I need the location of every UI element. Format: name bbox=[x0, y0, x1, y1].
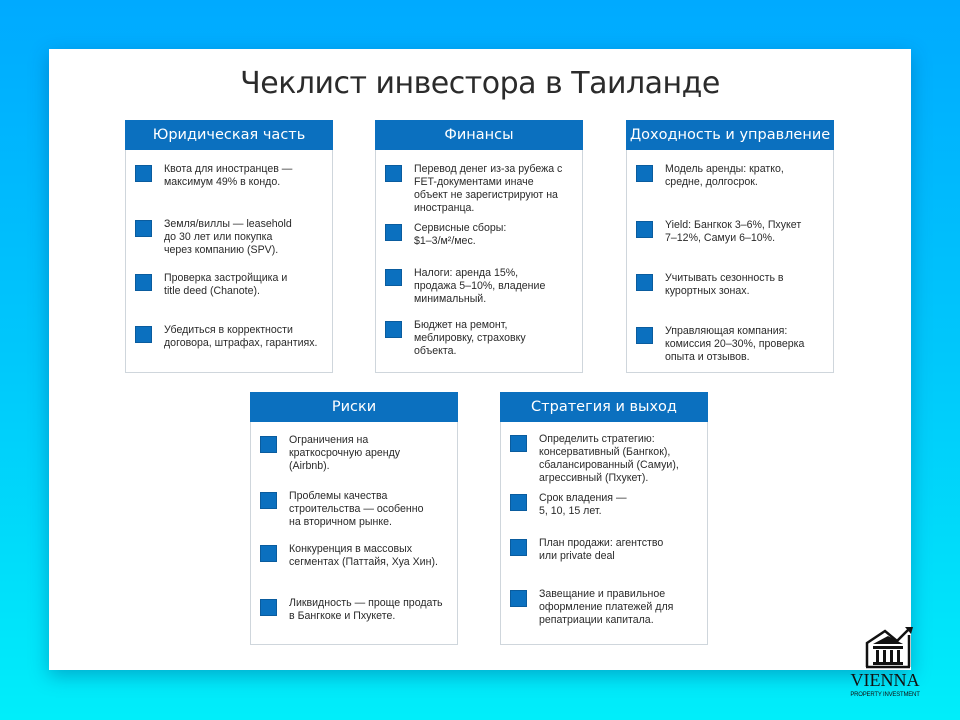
checkbox-square-icon[interactable] bbox=[260, 599, 277, 616]
checkbox-square-icon[interactable] bbox=[636, 274, 653, 291]
checkbox-square-icon[interactable] bbox=[510, 539, 527, 556]
checkbox-square-icon[interactable] bbox=[385, 269, 402, 286]
checkbox-square-icon[interactable] bbox=[385, 224, 402, 241]
checkbox-square-icon[interactable] bbox=[260, 492, 277, 509]
checkbox-square-icon[interactable] bbox=[636, 165, 653, 182]
card-heading: Доходность и управление bbox=[626, 120, 834, 150]
checkbox-square-icon[interactable] bbox=[135, 220, 152, 237]
checkbox-square-icon[interactable] bbox=[510, 590, 527, 607]
building-growth-icon bbox=[845, 625, 925, 671]
checkbox-square-icon[interactable] bbox=[636, 327, 653, 344]
page-title: Чеклист инвестора в Таиланде bbox=[240, 66, 720, 101]
checkbox-square-icon[interactable] bbox=[385, 321, 402, 338]
checkbox-square-icon[interactable] bbox=[510, 435, 527, 452]
checkbox-square-icon[interactable] bbox=[260, 436, 277, 453]
card-heading: Риски bbox=[250, 392, 458, 422]
logo-name: VIENNA bbox=[850, 670, 920, 690]
checkbox-square-icon[interactable] bbox=[135, 274, 152, 291]
card-heading: Финансы bbox=[375, 120, 583, 150]
card-finance: Финансы Перевод денег из-за рубежа с FET-документами иначе объект не зарегистрируют на иностранца. Сервисные сборы: $1–3/м²/мес. Налоги: аренда 15%, продажа 5–10%, владение минимальный. Бюджет на ремонт, меблировку, страховку объекта. bbox=[375, 120, 583, 373]
checkbox-square-icon[interactable] bbox=[510, 494, 527, 511]
checkbox-square-icon[interactable] bbox=[135, 165, 152, 182]
checkbox-square-icon[interactable] bbox=[260, 545, 277, 562]
card-yield-management: Доходность и управление Модель аренды: кратко, средне, долгосрок. Yield: Бангкок 3–6%, Пхукет 7–12%, Самуи 6–10%. Учитывать сезонность в курортных зонах. Управляющая компания: комиссия 20–30%, проверка опыта и отзывов. bbox=[626, 120, 834, 373]
card-heading: Стратегия и выход bbox=[500, 392, 708, 422]
logo-tagline: PROPERTY INVESTMENT bbox=[850, 692, 920, 698]
card-legal: Юридическая часть Квота для иностранцев — максимум 49% в кондо. Земля/виллы — leasehold до 30 лет или покупка через компанию (SPV). Проверка застройщика и title deed (Chanote). Убедиться в корректности договора, штрафах, гарантиях. bbox=[125, 120, 333, 373]
vienna-logo bbox=[845, 625, 925, 705]
card-heading: Юридическая часть bbox=[125, 120, 333, 150]
checkbox-square-icon[interactable] bbox=[636, 221, 653, 238]
checkbox-square-icon[interactable] bbox=[385, 165, 402, 182]
checkbox-square-icon[interactable] bbox=[135, 326, 152, 343]
card-risks: Риски Ограничения на краткосрочную аренду (Airbnb). Проблемы качества строительства — особенно на вторичном рынке. Конкуренция в массовых сегментах (Паттайя, Хуа Хин). Ликвидность — проще продать в Бангкоке и Пхукете. bbox=[250, 392, 458, 645]
card-strategy-exit: Стратегия и выход Определить стратегию: консервативный (Бангкок), сбалансированный (Самуи), агрессивный (Пхукет). Срок владения — 5, 10, 15 лет. План продажи: агентство или private deal Завещание и правильное оформление платежей для репатриации капитала. bbox=[500, 392, 708, 645]
